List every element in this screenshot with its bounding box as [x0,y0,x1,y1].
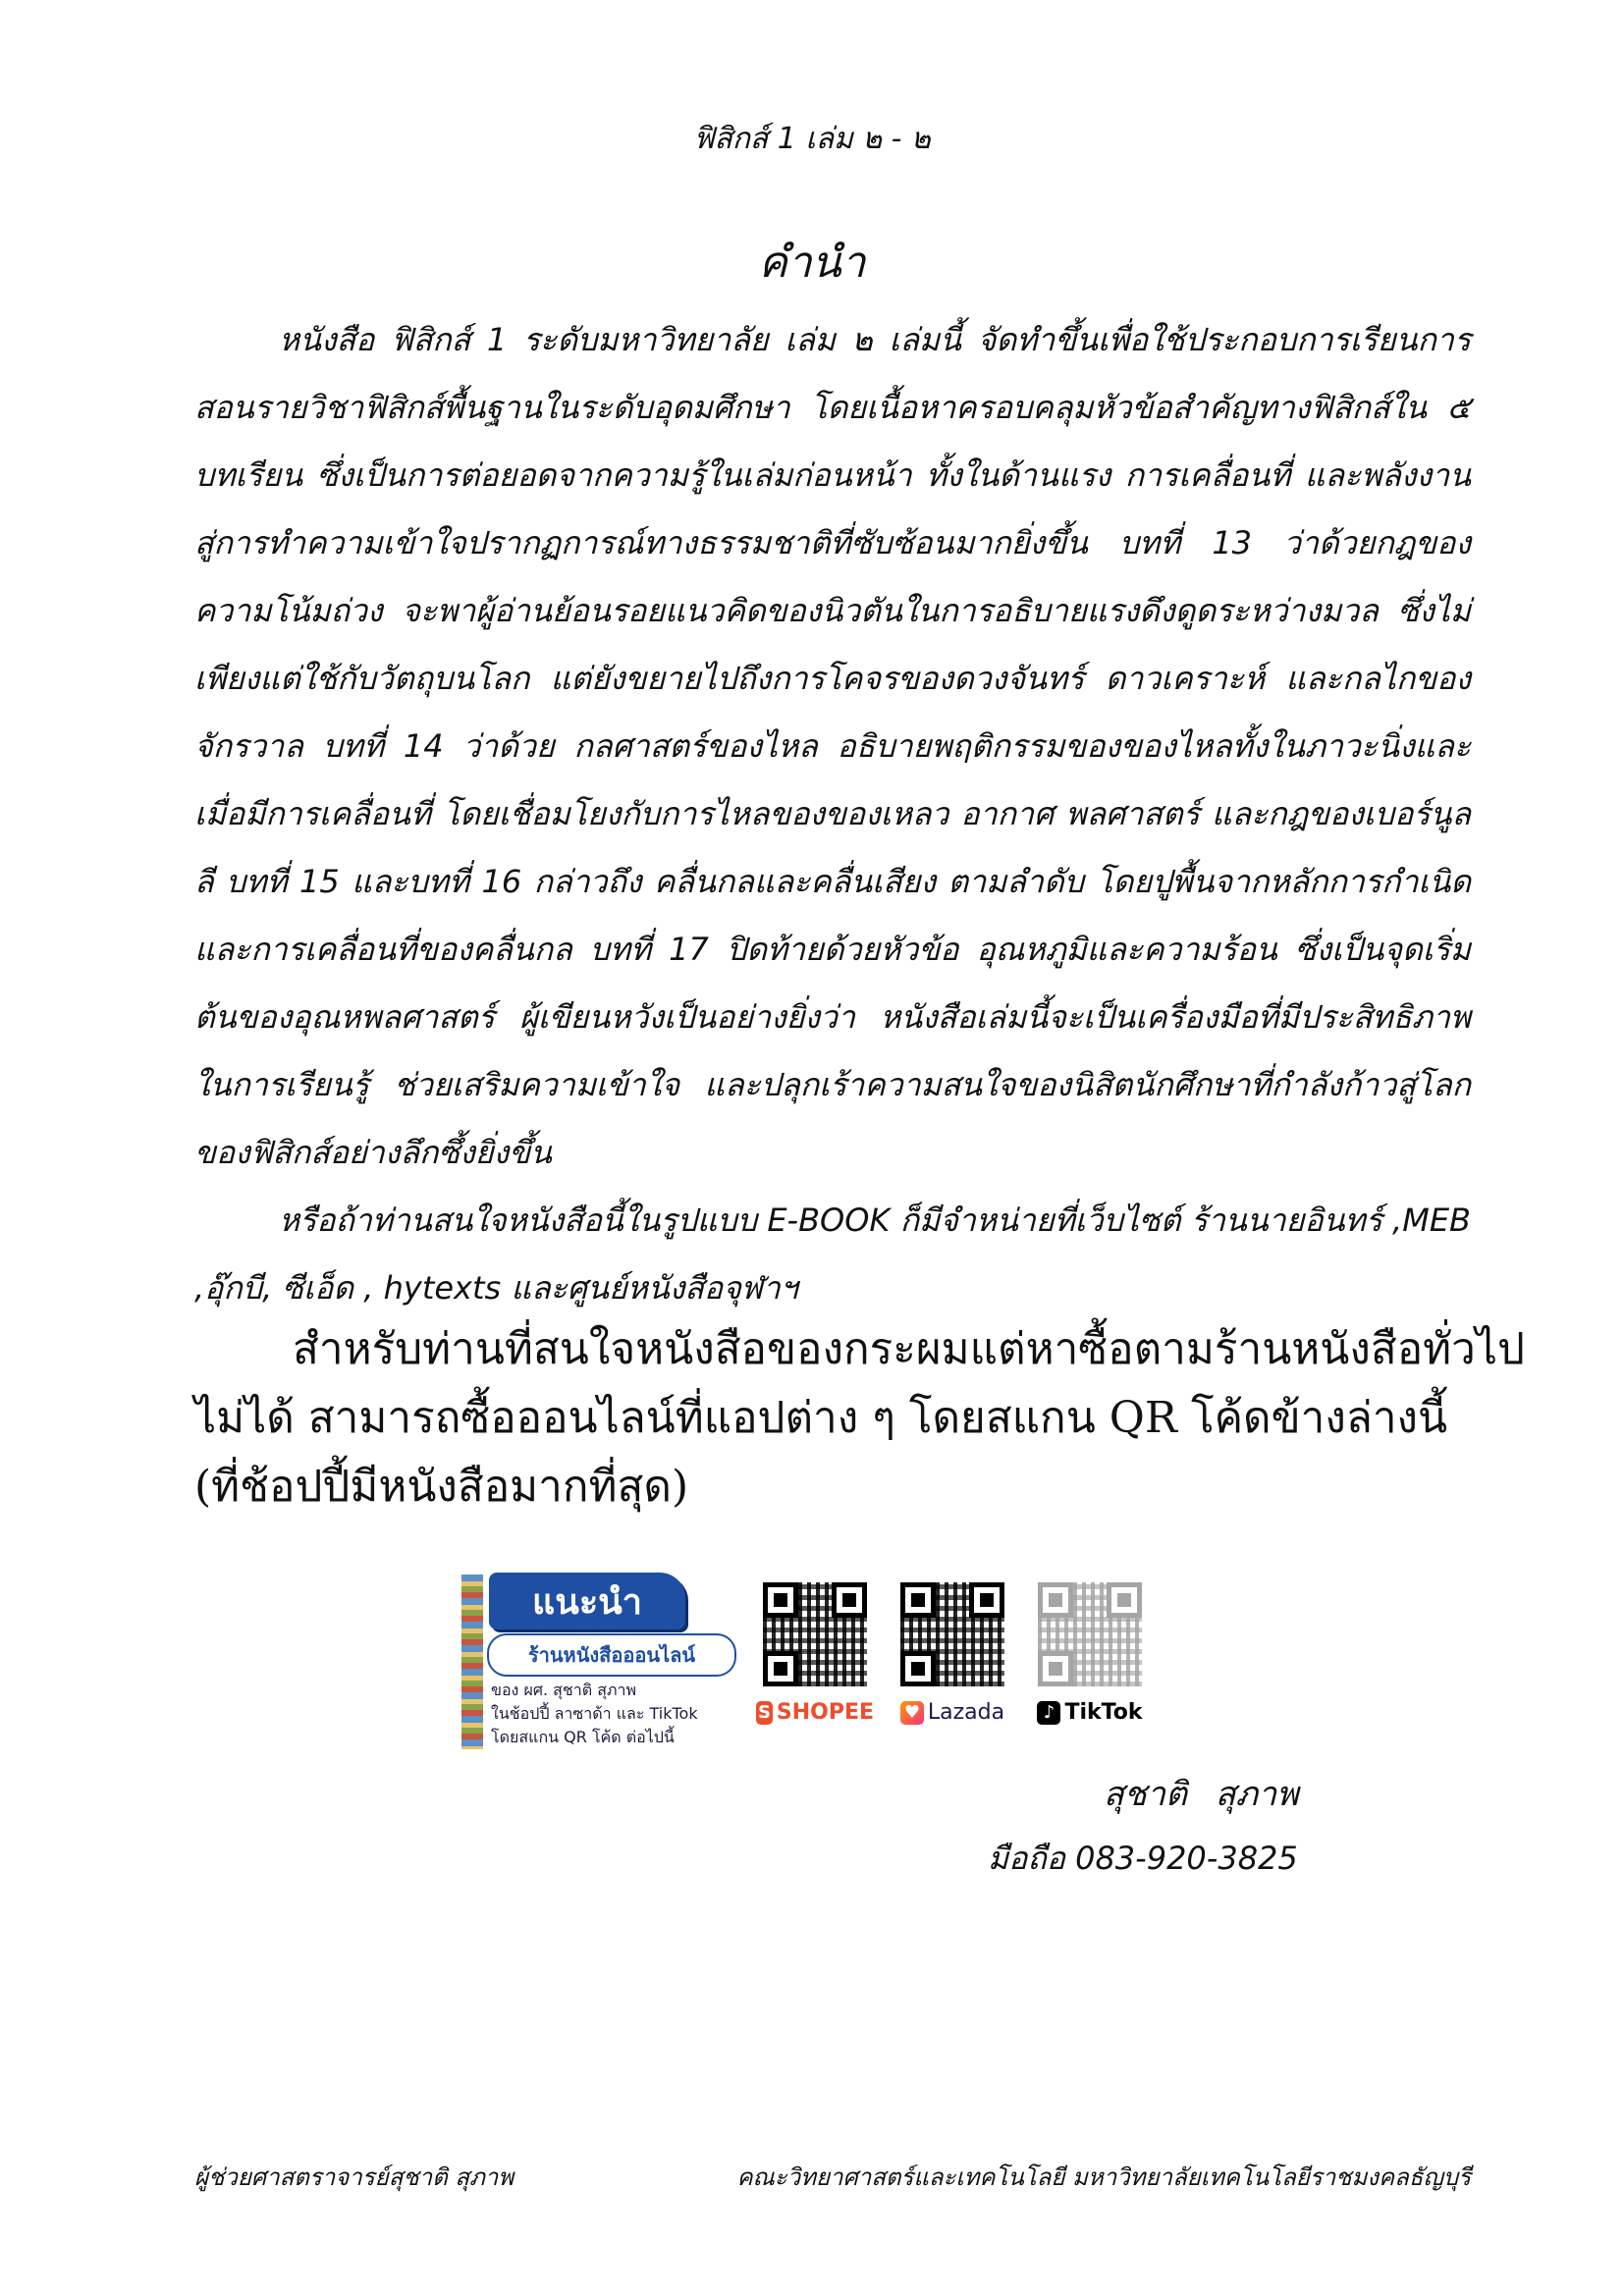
promo-line: ในช้อปปี้ ลาซาด้า และ TikTok [491,1704,698,1723]
purchase-invitation [194,1315,1525,1522]
lazada-qr-code[interactable] [900,1582,1004,1686]
books-stack-icon [461,1575,483,1749]
promo-line: โดยสแกน QR โค้ด ต่อไปนี้ [491,1728,675,1746]
preface-body [194,306,1471,1322]
promo-badge: แนะนำ [489,1573,685,1629]
page-footer [194,2158,1471,2196]
footer-affiliation: คณะวิทยาศาสตร์และเทคโนโลยี มหาวิทยาลัยเทคโนโลยีราชมงคลธัญบุรี [736,2163,1471,2191]
tiktok-qr-code[interactable] [1038,1582,1142,1686]
preface-paragraph: หนังสือ ฟิสิกส์ 1 ระดับมหาวิทยาลัย เล่ม ๒ เล่มนี้ จัดทำขึ้นเพื่อใช้ประกอบการเรียนการสอนรายวิชาฟิสิกส์พื้นฐานในระดับอุดมศึกษา โดยเนื้อหาครอบคลุมหัวข้อสำคัญทางฟิสิกส์ใน ๕ บทเรียน ซึ่งเป็นการต่อยอดจากความรู้ในเล่มก่อนหน้า ทั้งในด้านแรง การเคลื่อนที่ และพลังงาน สู่การทำความเข้าใจปรากฏการณ์ทางธรรมชาติที่ซับซ้อนมากยิ่งขึ้น บทที่ 13 ว่าด้วยกฎของความโน้มถ่วง จะพาผู้อ่านย้อนรอยแนวคิดของนิวตันในการอธิบายแรงดึงดูดระหว่างมวล ซึ่งไม่เพียงแต่ใช้กับวัตถุบนโลก แต่ยังขยายไปถึงการโคจรของดวงจันทร์ ดาวเคราะห์ และกลไกของจักรวาล บทที่ 14 ว่าด้วย กลศาสตร์ของไหล อธิบายพฤติกรรมของของไหลทั้งในภาวะนิ่งและเมื่อมีการเคลื่อนที่ โดยเชื่อมโยงกับการไหลของของเหลว อากาศ พลศาสตร์ และกฎของเบอร์นูลลี บทที่ 15 และบทที่ 16 กล่าวถึง คลื่นกลและคลื่นเสียง ตามลำดับ โดยปูพื้นจากหลักการกำเนิดและการเคลื่อนที่ของคลื่นกล บทที่ 17 ปิดท้ายด้วยหัวข้อ อุณหภูมิและความร้อน ซึ่งเป็นจุดเริ่มต้นของอุณหพลศาสตร์ ผู้เขียนหวังเป็นอย่างยิ่งว่า หนังสือเล่มนี้จะเป็นเครื่องมือที่มีประสิทธิภาพในการเรียนรู้ ช่วยเสริมความเข้าใจ และปลุกเร้าความสนใจของนิสิตนักศึกษาที่กำลังก้าวสู่โลกของฟิสิกส์อย่างลึกซึ้งยิ่งขึ้น [194,321,1471,1171]
invite-line: ไม่ได้ สามารถซื้อออนไลน์ที่แอปต่าง ๆ โดยสแกน QR โค้ดข้างล่างนี้ [194,1393,1448,1443]
lazada-label: Lazada [927,1700,1005,1725]
tiktok-store-link[interactable] [1031,1582,1149,1725]
invite-line: สำหรับท่านที่สนใจหนังสือของกระผมแต่หาซื้อตามร้านหนังสือทั่วไป [293,1324,1525,1374]
running-header: ฟิสิกส์ 1 เล่ม ๒ - ๒ [693,122,931,156]
online-store-promo [461,1569,1168,1755]
lazada-store-link[interactable] [893,1582,1011,1725]
promo-text [491,1679,756,1749]
author-phone: มือถือ 083-920-3825 [988,1840,1298,1877]
lazada-logo [893,1700,1011,1725]
shopee-store-link[interactable] [756,1582,874,1725]
promo-line: ของ ผศ. สุชาติ สุภาพ [491,1681,637,1699]
tiktok-note-icon: ♪ [1037,1701,1060,1725]
promo-banner [461,1569,746,1755]
shopee-logo [756,1700,874,1725]
author-signature: สุชาติ สุภาพ [1104,1775,1299,1814]
shopee-label: SHOPEE [776,1700,874,1725]
tiktok-logo [1031,1700,1149,1725]
shopee-qr-code[interactable] [763,1582,867,1686]
tiktok-label: TikTok [1064,1700,1143,1725]
shopee-bag-icon: S [757,1702,771,1723]
lazada-heart-icon: ♥ [900,1701,924,1725]
footer-author: ผู้ช่วยศาสตราจารย์สุชาติ สุภาพ [194,2163,514,2191]
promo-subtitle: ร้านหนังสือออนไลน์ [487,1633,736,1677]
page-title: คำนำ [758,238,866,288]
ebook-paragraph: หรือถ้าท่านสนใจหนังสือนี้ในรูปแบบ E-BOOK ก็มีจำหน่ายที่เว็บไซต์ ร้านนายอินทร์ ,MEB ,อุ๊กบี, ซีเอ็ด , hytexts และศูนย์หนังสือจุฬาฯ [194,1201,1471,1307]
invite-line: (ที่ช้อปปี้มีหนังสือมากที่สุด) [194,1462,689,1512]
